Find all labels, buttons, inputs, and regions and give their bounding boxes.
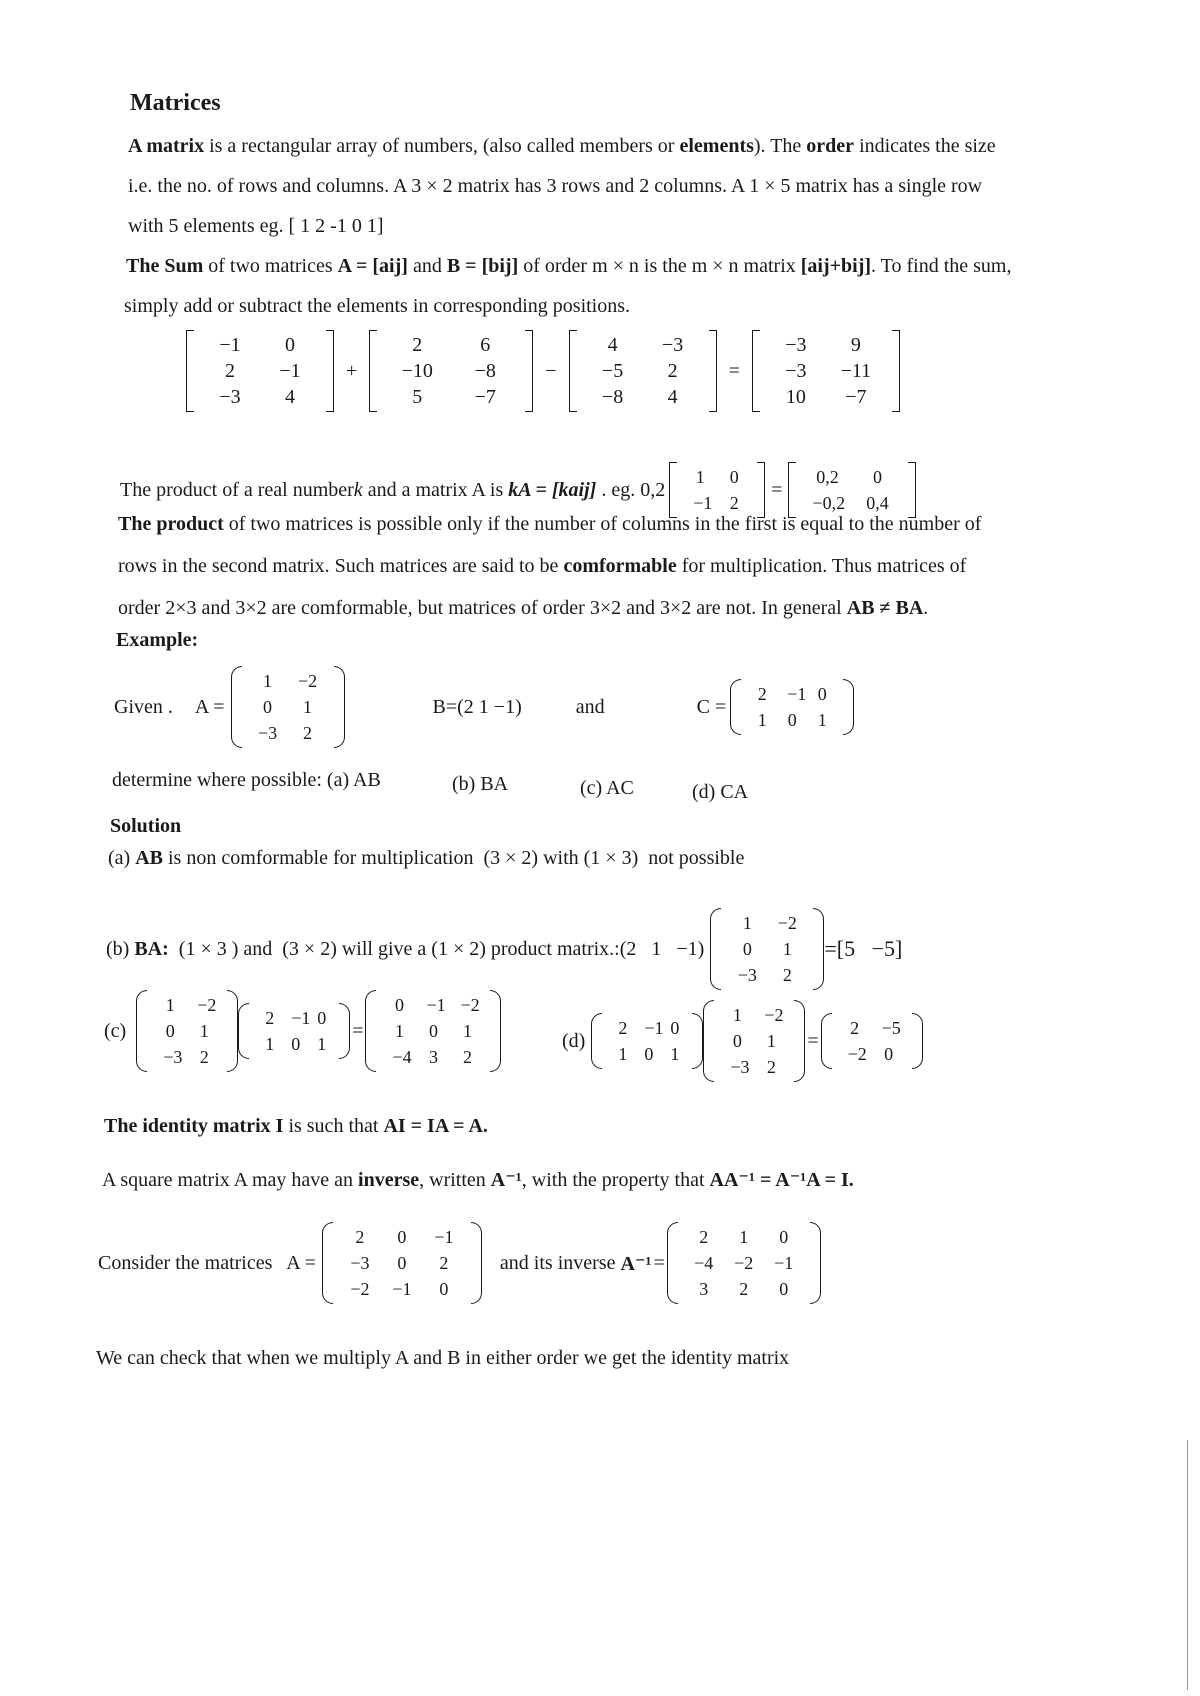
- term-ba: BA:: [134, 937, 169, 960]
- matrix-cell: 4: [667, 386, 678, 408]
- matrix-cell: −7: [474, 386, 496, 408]
- matrix-cell: 2: [355, 1227, 365, 1247]
- matrix-cell: −2: [197, 995, 217, 1015]
- matrix-cell: 1: [265, 1034, 275, 1054]
- given-line: [114, 666, 854, 748]
- identity-line: [104, 1114, 488, 1138]
- matrix-cell: −11: [840, 360, 872, 382]
- matrix-cell: 2: [199, 1047, 209, 1067]
- scalar-matrix-2: [788, 462, 916, 518]
- matrix-cell: 1: [732, 1005, 742, 1025]
- inverse-symbol: A⁻¹: [490, 1169, 522, 1191]
- text: of two matrices is possible only if the number of columns in the first is equal to the number of: [223, 513, 982, 535]
- term-ka: kA = [kaij]: [508, 478, 597, 501]
- term-a: A = [aij]: [337, 255, 408, 277]
- matrix-cell: −3: [785, 334, 807, 356]
- solution-a: [108, 846, 744, 870]
- term-ab-not-ba: AB ≠ BA: [846, 597, 924, 619]
- identity-formula: AI = IA = A.: [383, 1115, 488, 1137]
- term-elements: elements: [679, 135, 754, 157]
- matrix-cell: −1: [392, 1279, 412, 1299]
- scan-edge-line: [1187, 1440, 1188, 1690]
- matrix-cell: 0: [670, 1018, 680, 1038]
- term-ab: AB: [135, 847, 163, 869]
- sum-equation: [186, 330, 900, 412]
- text: indicates the size: [854, 135, 996, 157]
- term-matrix: A matrix: [128, 135, 205, 157]
- matrix-cell: 4: [285, 386, 295, 408]
- matrix-cell: −2: [460, 995, 480, 1015]
- matrix-cell: −1: [693, 493, 713, 513]
- solution-c: [104, 990, 501, 1072]
- text: is non comformable for multiplication (3 × 2) with (1 × 3) not possible: [163, 847, 745, 869]
- matrix-a-d: [703, 1000, 805, 1082]
- term-inverse: inverse: [358, 1169, 420, 1191]
- matrix-cell: 2: [439, 1253, 449, 1273]
- product-definition-line1: [118, 512, 981, 536]
- matrix-cell: 2: [303, 723, 313, 743]
- matrix-cell: 2: [412, 334, 423, 356]
- text: (a): [108, 847, 136, 869]
- text: (b): [106, 937, 135, 960]
- matrix-a-consider: [322, 1222, 482, 1304]
- matrix-cell: 3: [699, 1279, 709, 1299]
- matrix-cell: −1: [219, 334, 241, 356]
- and-text: and: [575, 695, 605, 718]
- text: is such that: [283, 1115, 384, 1137]
- text: , with the property that: [521, 1169, 710, 1191]
- text: and its inverse: [499, 1251, 621, 1274]
- text: . To find the sum,: [871, 255, 1012, 277]
- matrix-cell: 2: [729, 493, 739, 513]
- plus-operator: +: [346, 359, 358, 382]
- matrix-definition-line1: [128, 134, 996, 158]
- matrix-cell: 2: [667, 360, 678, 382]
- matrix-cell: −2: [297, 671, 318, 691]
- matrix-cell: 2: [699, 1227, 709, 1247]
- matrix-cell: −1: [774, 1253, 794, 1273]
- matrix-cell: 10: [785, 386, 806, 408]
- text: of two matrices: [203, 255, 338, 277]
- determine-text: determine where possible: (a) AB: [112, 769, 381, 791]
- matrix-cell: 1: [263, 671, 273, 691]
- matrix-cell: −3: [785, 360, 807, 382]
- term-b: B = [bij]: [446, 255, 519, 277]
- matrix-cell: 2: [850, 1018, 860, 1038]
- inverse-label: A⁻¹: [620, 1252, 652, 1275]
- inverse-line: [102, 1168, 854, 1192]
- matrix-cell: 0: [729, 467, 739, 487]
- example-heading: Example:: [116, 629, 199, 651]
- matrix-cell: −2: [847, 1044, 867, 1064]
- matrix-cell: 2: [739, 1279, 749, 1299]
- matrix-cell: 5: [412, 386, 423, 408]
- matrix-cell: −3: [257, 723, 278, 743]
- matrix-cell: −1: [291, 1008, 311, 1028]
- equals-operator: =: [352, 1019, 364, 1042]
- sum-definition-line1: [126, 254, 1011, 278]
- matrix-cell: 0: [779, 1227, 789, 1247]
- matrix-m1: [186, 330, 334, 412]
- matrix-cell: 0,2: [816, 467, 839, 487]
- matrix-cell: 2: [462, 1047, 472, 1067]
- matrix-cell: −3: [350, 1253, 370, 1273]
- matrix-cell: 0: [779, 1279, 789, 1299]
- scalar-product-line: [120, 462, 916, 518]
- matrix-cell: 2: [265, 1008, 275, 1028]
- matrix-cell: −8: [601, 386, 624, 408]
- equals-operator: =: [653, 1251, 665, 1274]
- matrix-cell: 0: [165, 1021, 175, 1041]
- matrix-cell: −2: [350, 1279, 370, 1299]
- matrix-cell: −10: [401, 360, 433, 382]
- matrix-cell: 0: [285, 334, 295, 356]
- option-c: (c) AC: [580, 777, 634, 799]
- matrix-cell: 0: [732, 1031, 742, 1051]
- given-label: Given .: [114, 695, 173, 718]
- matrix-cell: −3: [661, 334, 684, 356]
- product-definition-line2: [118, 554, 966, 578]
- term-product: The product: [118, 513, 224, 535]
- option-d: (d) CA: [692, 781, 749, 803]
- minus-operator: −: [545, 359, 557, 382]
- c-label: C =: [696, 695, 727, 718]
- matrix-cell: 0: [263, 697, 273, 717]
- matrix-cell: 1: [618, 1044, 628, 1064]
- inverse-formula: AA⁻¹ = A⁻¹A = I.: [709, 1169, 854, 1191]
- text: .: [923, 597, 929, 619]
- matrix-cell: −2: [777, 913, 797, 933]
- text: A square matrix A may have an: [102, 1169, 359, 1191]
- matrix-cell: −7: [845, 386, 867, 408]
- text: is a rectangular array of numbers, (also called members or: [204, 135, 680, 157]
- text: , written: [419, 1169, 491, 1191]
- equals-operator: =: [728, 359, 740, 382]
- matrix-b: B=(2 1 −1): [432, 695, 522, 718]
- matrix-cell: −2: [764, 1005, 784, 1025]
- matrix-cell: 2: [782, 965, 792, 985]
- matrix-cell: 0: [787, 710, 797, 730]
- text: Consider the matrices A =: [98, 1251, 316, 1274]
- consider-line: [98, 1222, 821, 1304]
- c-label: (c): [104, 1019, 127, 1042]
- matrix-cell: −8: [474, 360, 496, 382]
- matrix-cell: 1: [742, 913, 752, 933]
- matrix-cell: 1: [739, 1227, 749, 1247]
- matrix-a-b: [710, 908, 824, 990]
- matrix-c-c: [238, 1003, 350, 1059]
- matrix-cell: 1: [782, 939, 792, 959]
- matrix-cell: −4: [392, 1047, 412, 1067]
- final-line: We can check that when we multiply A and B in either order we get the identity matrix: [96, 1347, 790, 1369]
- matrix-cell: 4: [607, 334, 618, 356]
- matrix-cell: −3: [219, 386, 241, 408]
- ba-result: =[5 −5]: [824, 936, 903, 961]
- matrix-cell: 0: [817, 684, 827, 704]
- matrix-cell: 0: [644, 1044, 654, 1064]
- matrix-cell: −1: [787, 684, 807, 704]
- text: and a matrix A is: [362, 478, 509, 501]
- matrix-cell: 0: [394, 995, 404, 1015]
- sum-definition-line2: simply add or subtract the elements in corresponding positions.: [124, 295, 631, 317]
- matrix-cell: 0: [291, 1034, 301, 1054]
- d-label: (d): [562, 1029, 586, 1052]
- matrix-cell: −5: [881, 1018, 901, 1038]
- matrix-cell: 0: [317, 1008, 327, 1028]
- text: (1 × 3 ) and (3 × 2) will give a (1 × 2) product matrix.:(2 1 −1): [168, 937, 705, 960]
- matrix-a: [231, 666, 345, 748]
- solution-d: [562, 1000, 923, 1082]
- text: rows in the second matrix. Such matrices are said to be: [118, 555, 564, 577]
- matrix-m4: [752, 330, 900, 412]
- matrix-cell: 0: [742, 939, 752, 959]
- matrix-cell: −4: [694, 1253, 714, 1273]
- matrix-cell: −3: [163, 1047, 183, 1067]
- matrix-m3: [569, 330, 717, 412]
- text: order 2×3 and 3×2 are comformable, but matrices of order 3×2 and 3×2 are not. In general: [118, 597, 847, 619]
- matrix-cell: 1: [695, 467, 705, 487]
- matrix-cell: 1: [317, 1034, 327, 1054]
- matrix-cell: 1: [766, 1031, 776, 1051]
- text: for multiplication. Thus matrices of: [676, 555, 967, 577]
- solution-heading: Solution: [110, 815, 182, 837]
- matrix-c: [730, 679, 854, 735]
- matrix-cell: −3: [737, 965, 757, 985]
- option-b: (b) BA: [452, 773, 509, 795]
- matrix-cell: −5: [601, 360, 624, 382]
- text: of order m × n is the m × n matrix: [518, 255, 801, 277]
- matrix-cell: 1: [303, 697, 313, 717]
- k-symbol: k: [353, 478, 363, 501]
- matrix-cell: 1: [670, 1044, 680, 1064]
- text: and: [407, 255, 447, 277]
- matrix-m2: [369, 330, 533, 412]
- matrix-cell: 9: [850, 334, 861, 356]
- matrix-cell: −1: [434, 1227, 454, 1247]
- a-label: A =: [194, 695, 225, 718]
- matrix-cell: 1: [199, 1021, 209, 1041]
- matrix-cell: 2: [757, 684, 767, 704]
- matrix-cell: 2: [766, 1057, 776, 1077]
- page-title: Matrices: [130, 90, 221, 116]
- term-sum: The Sum: [126, 255, 204, 277]
- matrix-cell: 2: [225, 360, 235, 382]
- matrix-definition-line3: with 5 elements eg. [ 1 2 -1 0 1]: [128, 215, 384, 237]
- term-identity: The identity matrix I: [104, 1115, 284, 1137]
- matrix-cell: −3: [730, 1057, 750, 1077]
- text: ). The: [753, 135, 807, 157]
- matrix-cell: 6: [480, 334, 491, 356]
- matrix-cell: 1: [757, 710, 767, 730]
- matrix-cell: 0: [397, 1253, 407, 1273]
- term-sum-matrix: [aij+bij]: [800, 255, 872, 277]
- matrix-ca-result: [821, 1013, 923, 1069]
- matrix-cell: 1: [817, 710, 827, 730]
- matrix-ac-result: [365, 990, 501, 1072]
- matrix-a-c: [136, 990, 238, 1072]
- matrix-cell: 0,4: [866, 493, 889, 513]
- matrix-cell: −1: [426, 995, 446, 1015]
- matrix-cell: 3: [428, 1047, 438, 1067]
- matrix-cell: 0: [397, 1227, 407, 1247]
- matrix-cell: −1: [644, 1018, 664, 1038]
- matrix-cell: 1: [462, 1021, 472, 1041]
- equals-operator: =: [807, 1029, 819, 1052]
- matrix-cell: 1: [394, 1021, 404, 1041]
- matrix-cell: 0: [439, 1279, 449, 1299]
- matrix-cell: −2: [734, 1253, 754, 1273]
- matrix-cell: 0: [884, 1044, 894, 1064]
- matrix-c-d: [591, 1013, 703, 1069]
- term-order: order: [806, 135, 855, 157]
- text: The product of a real number: [120, 478, 354, 501]
- matrix-definition-line2: i.e. the no. of rows and columns. A 3 × 2 matrix has 3 rows and 2 columns. A 1 × 5 matrix has a single row: [128, 175, 983, 197]
- matrix-cell: −0,2: [812, 493, 846, 513]
- text: . eg. 0,2: [596, 478, 666, 501]
- term-comformable: comformable: [563, 555, 677, 577]
- matrix-a-inverse: [667, 1222, 821, 1304]
- matrix-cell: 0: [428, 1021, 438, 1041]
- scalar-matrix-1: [669, 462, 765, 518]
- matrix-cell: −1: [279, 360, 301, 382]
- matrix-cell: 2: [618, 1018, 628, 1038]
- solution-b: [106, 908, 902, 990]
- matrix-cell: 1: [165, 995, 175, 1015]
- matrix-cell: 0: [872, 467, 882, 487]
- equals-operator: =: [771, 478, 783, 501]
- product-definition-line3: [118, 596, 928, 620]
